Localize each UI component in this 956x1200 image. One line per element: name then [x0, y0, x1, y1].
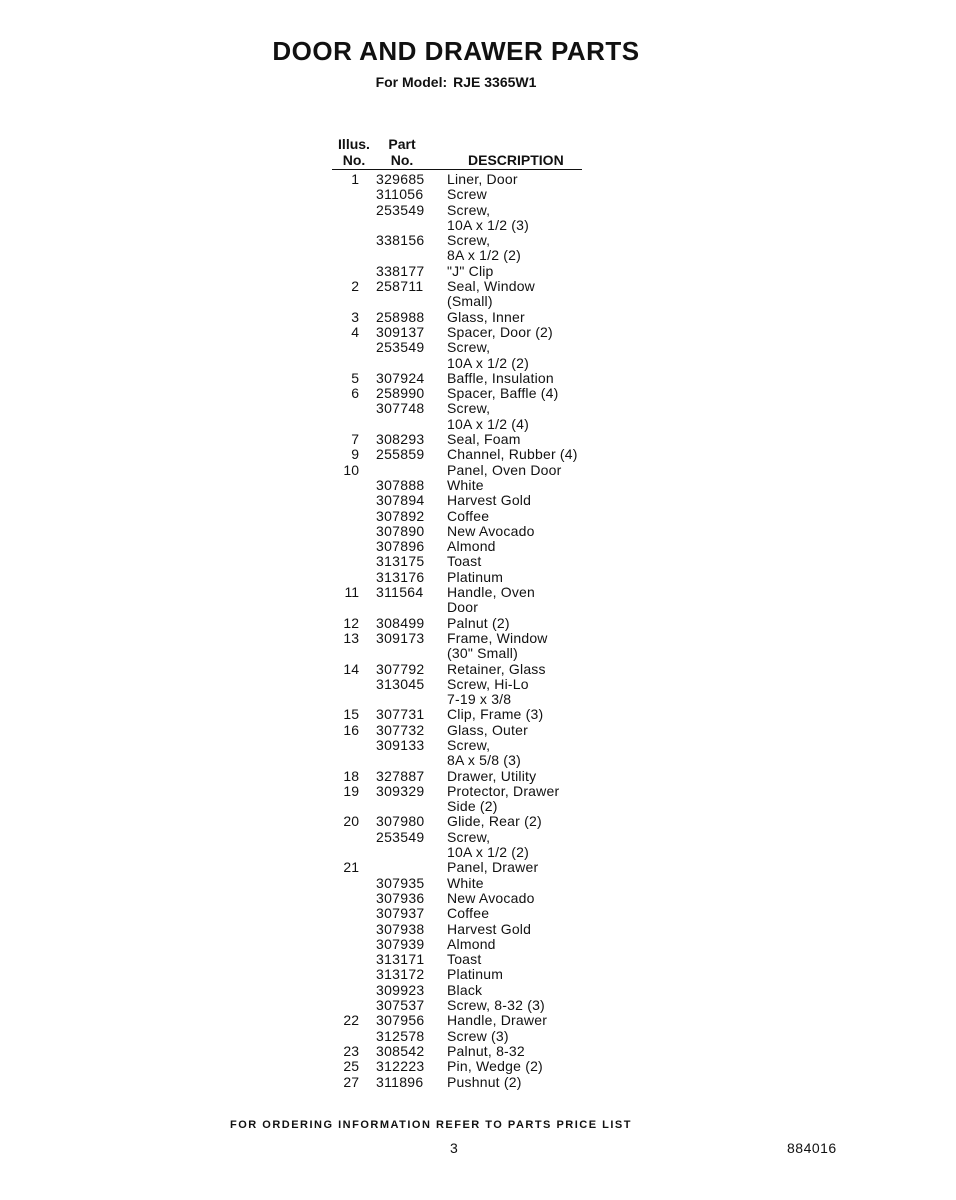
- part-number: 307792: [376, 660, 425, 677]
- parts-row: [0, 845, 956, 860]
- part-description: (30" Small): [447, 645, 518, 662]
- illus-header-line2: No.: [342, 152, 366, 168]
- part-description: Frame, Window: [447, 629, 548, 646]
- illus-number: 16: [343, 721, 359, 738]
- part-description: Glide, Rear (2): [447, 813, 542, 830]
- part-description: (Small): [447, 293, 493, 310]
- parts-row: [0, 906, 956, 921]
- parts-row: [0, 172, 956, 187]
- parts-row: [0, 218, 956, 233]
- part-number: 309173: [376, 629, 425, 646]
- part-number: 253549: [376, 828, 425, 845]
- parts-row: [0, 248, 956, 263]
- model-number: RJE 3365W1: [453, 74, 537, 90]
- part-description: Drawer, Utility: [447, 767, 537, 784]
- illus-number: 12: [343, 614, 359, 631]
- part-number: 253549: [376, 339, 425, 356]
- parts-row: [0, 922, 956, 937]
- description-column-header: DESCRIPTION: [468, 152, 564, 168]
- part-description: Panel, Drawer: [447, 859, 539, 876]
- parts-row: [0, 264, 956, 279]
- part-description: Spacer, Baffle (4): [447, 385, 559, 402]
- part-description: White: [447, 476, 484, 493]
- illus-number: 7: [351, 431, 359, 448]
- part-description: Spacer, Door (2): [447, 323, 553, 340]
- part-number: 307731: [376, 706, 425, 723]
- part-description: New Avocado: [447, 522, 535, 539]
- part-number: 313045: [376, 675, 425, 692]
- illus-no-column-header: [334, 136, 374, 168]
- part-description: Screw: [447, 186, 487, 203]
- part-number: 307732: [376, 721, 425, 738]
- part-description: White: [447, 874, 484, 891]
- parts-row: [0, 1029, 956, 1044]
- part-number: 311056: [376, 186, 424, 203]
- part-number: 309137: [376, 323, 425, 340]
- parts-row: [0, 432, 956, 447]
- parts-row: [0, 799, 956, 814]
- part-number: 307896: [376, 538, 425, 555]
- part-description: Palnut, 8-32: [447, 1042, 525, 1059]
- page-number: 3: [450, 1140, 458, 1156]
- part-description: Screw,: [447, 400, 491, 417]
- part-description: Toast: [447, 553, 482, 570]
- part-number: 307748: [376, 400, 425, 417]
- parts-row: [0, 371, 956, 386]
- part-number: 307924: [376, 369, 425, 386]
- parts-row: [0, 570, 956, 585]
- parts-row: [0, 723, 956, 738]
- part-description: 8A x 5/8 (3): [447, 752, 521, 769]
- parts-row: [0, 753, 956, 768]
- parts-row: [0, 509, 956, 524]
- illus-number: 18: [343, 767, 359, 784]
- parts-list: [0, 172, 956, 1090]
- parts-row: [0, 203, 956, 218]
- illus-number: 10: [343, 461, 359, 478]
- illus-number: 4: [351, 323, 359, 340]
- part-description: Toast: [447, 951, 482, 968]
- part-description: Screw (3): [447, 1027, 509, 1044]
- parts-row: [0, 233, 956, 248]
- model-subtitle: [0, 74, 934, 90]
- parts-row: [0, 386, 956, 401]
- parts-row: [0, 814, 956, 829]
- parts-row: [0, 952, 956, 967]
- part-description: Screw,: [447, 828, 491, 845]
- parts-row: [0, 401, 956, 416]
- part-description: Clip, Frame (3): [447, 706, 544, 723]
- part-number: 307888: [376, 476, 425, 493]
- part-description: 10A x 1/2 (4): [447, 415, 529, 432]
- parts-row: [0, 707, 956, 722]
- parts-row: [0, 600, 956, 615]
- part-description: Retainer, Glass: [447, 660, 546, 677]
- illus-number: 9: [351, 446, 359, 463]
- parts-row: [0, 463, 956, 478]
- part-description: Pin, Wedge (2): [447, 1058, 543, 1075]
- part-description: Palnut (2): [447, 614, 510, 631]
- parts-row: [0, 524, 956, 539]
- part-description: Panel, Oven Door: [447, 461, 562, 478]
- part-number: 307935: [376, 874, 425, 891]
- illus-number: 15: [343, 706, 359, 723]
- part-number: 308542: [376, 1042, 425, 1059]
- part-description: Coffee: [447, 507, 490, 524]
- part-number: 309133: [376, 736, 425, 753]
- part-number: 313175: [376, 553, 425, 570]
- illus-number: 6: [351, 385, 359, 402]
- parts-row: [0, 493, 956, 508]
- part-description: Screw, Hi-Lo: [447, 675, 529, 692]
- part-number: 307980: [376, 813, 425, 830]
- illus-number: 13: [343, 629, 359, 646]
- illus-header-line1: Illus.: [338, 136, 370, 152]
- ordering-note: FOR ORDERING INFORMATION REFER TO PARTS PRICE LIST: [230, 1119, 632, 1131]
- part-description: Glass, Inner: [447, 308, 525, 325]
- part-number: 307936: [376, 889, 425, 906]
- part-number: 309329: [376, 782, 425, 799]
- part-number: 258990: [376, 385, 425, 402]
- part-description: Coffee: [447, 905, 490, 922]
- illus-number: 22: [343, 1012, 359, 1029]
- illus-number: 23: [343, 1042, 359, 1059]
- part-number: 308499: [376, 614, 425, 631]
- part-description: Baffle, Insulation: [447, 369, 554, 386]
- part-description: New Avocado: [447, 889, 535, 906]
- part-number: 329685: [376, 171, 425, 187]
- parts-row: [0, 417, 956, 432]
- parts-row: [0, 356, 956, 371]
- part-description: 8A x 1/2 (2): [447, 247, 521, 264]
- parts-row: [0, 998, 956, 1013]
- parts-row: [0, 631, 956, 646]
- part-description: Almond: [447, 935, 496, 952]
- parts-row: [0, 860, 956, 875]
- part-number: 327887: [376, 767, 425, 784]
- parts-row: [0, 1013, 956, 1028]
- part-number: 308293: [376, 431, 425, 448]
- part-number: 253549: [376, 201, 425, 218]
- parts-row: [0, 1075, 956, 1090]
- parts-row: [0, 447, 956, 462]
- part-description: 10A x 1/2 (2): [447, 844, 529, 861]
- part-number: 313172: [376, 966, 425, 983]
- part-number: 255859: [376, 446, 425, 463]
- part-description: Harvest Gold: [447, 492, 532, 509]
- page-title: DOOR AND DRAWER PARTS: [272, 36, 640, 66]
- illus-number: 20: [343, 813, 359, 830]
- illus-number: 5: [351, 369, 359, 386]
- part-description: Platinum: [447, 568, 504, 585]
- illus-number: 2: [351, 278, 359, 295]
- illus-number: 3: [351, 308, 359, 325]
- part-number: 309923: [376, 981, 425, 998]
- part-description: Liner, Door: [447, 171, 518, 187]
- header-divider: [332, 169, 582, 170]
- part-header-line2: No.: [390, 152, 414, 168]
- part-description: Handle, Drawer: [447, 1012, 548, 1029]
- part-number: 311564: [376, 584, 424, 601]
- part-description: Almond: [447, 538, 496, 555]
- part-number: 307894: [376, 492, 425, 509]
- illus-number: 1: [351, 171, 359, 187]
- parts-row: [0, 1044, 956, 1059]
- part-description: Platinum: [447, 966, 504, 983]
- parts-row: [0, 1059, 956, 1074]
- part-number: 307956: [376, 1012, 425, 1029]
- parts-row: [0, 187, 956, 202]
- parts-row: [0, 325, 956, 340]
- part-number: 307939: [376, 935, 425, 952]
- parts-row: [0, 662, 956, 677]
- part-description: Glass, Outer: [447, 721, 528, 738]
- parts-row: [0, 784, 956, 799]
- parts-row: [0, 967, 956, 982]
- parts-row: [0, 876, 956, 891]
- part-description: Screw,: [447, 736, 491, 753]
- part-number: 312578: [376, 1027, 425, 1044]
- parts-row: [0, 585, 956, 600]
- part-number: 307938: [376, 920, 425, 937]
- parts-row: [0, 478, 956, 493]
- part-description: 10A x 1/2 (2): [447, 354, 529, 371]
- part-number: 311896: [376, 1073, 424, 1090]
- part-number: 312223: [376, 1058, 425, 1075]
- parts-row: [0, 646, 956, 661]
- part-description: 7-19 x 3/8: [447, 691, 512, 708]
- document-number: 884016: [787, 1140, 837, 1156]
- part-description: Seal, Window: [447, 278, 535, 295]
- parts-row: [0, 830, 956, 845]
- parts-row: [0, 294, 956, 309]
- parts-row: [0, 937, 956, 952]
- parts-row: [0, 616, 956, 631]
- part-description: Seal, Foam: [447, 431, 521, 448]
- part-description: 10A x 1/2 (3): [447, 216, 529, 233]
- part-number: 307937: [376, 905, 425, 922]
- parts-row: [0, 539, 956, 554]
- parts-row: [0, 891, 956, 906]
- parts-row: [0, 769, 956, 784]
- part-number: 258711: [376, 278, 424, 295]
- parts-row: [0, 340, 956, 355]
- part-number: 338177: [376, 262, 425, 279]
- model-label: For Model:: [375, 74, 448, 90]
- part-number: 307537: [376, 997, 425, 1014]
- parts-row: [0, 310, 956, 325]
- parts-row: [0, 983, 956, 998]
- part-description: Protector, Drawer: [447, 782, 560, 799]
- part-description: Screw,: [447, 339, 491, 356]
- parts-row: [0, 279, 956, 294]
- part-number: 313171: [376, 951, 425, 968]
- parts-row: [0, 738, 956, 753]
- parts-row: [0, 692, 956, 707]
- part-description: Handle, Oven: [447, 584, 536, 601]
- part-description: Harvest Gold: [447, 920, 532, 937]
- part-description: Screw,: [447, 201, 491, 218]
- part-header-line1: Part: [388, 136, 416, 152]
- part-description: Screw, 8-32 (3): [447, 997, 545, 1014]
- part-number: 258988: [376, 308, 425, 325]
- part-description: Door: [447, 599, 479, 616]
- part-number: 313176: [376, 568, 425, 585]
- part-number: 307892: [376, 507, 425, 524]
- part-description: Black: [447, 981, 483, 998]
- illus-number: 14: [343, 660, 359, 677]
- part-description: Screw,: [447, 232, 491, 249]
- part-description: Channel, Rubber (4): [447, 446, 578, 463]
- part-number: 307890: [376, 522, 425, 539]
- illus-number: 25: [343, 1058, 359, 1075]
- illus-number: 21: [343, 859, 359, 876]
- part-description: Side (2): [447, 798, 498, 815]
- illus-number: 11: [344, 584, 359, 601]
- parts-row: [0, 677, 956, 692]
- illus-number: 19: [343, 782, 359, 799]
- parts-row: [0, 554, 956, 569]
- part-description: Pushnut (2): [447, 1073, 522, 1090]
- illus-number: 27: [343, 1073, 359, 1090]
- part-no-column-header: [382, 136, 422, 168]
- part-description: "J" Clip: [447, 262, 494, 279]
- part-number: 338156: [376, 232, 425, 249]
